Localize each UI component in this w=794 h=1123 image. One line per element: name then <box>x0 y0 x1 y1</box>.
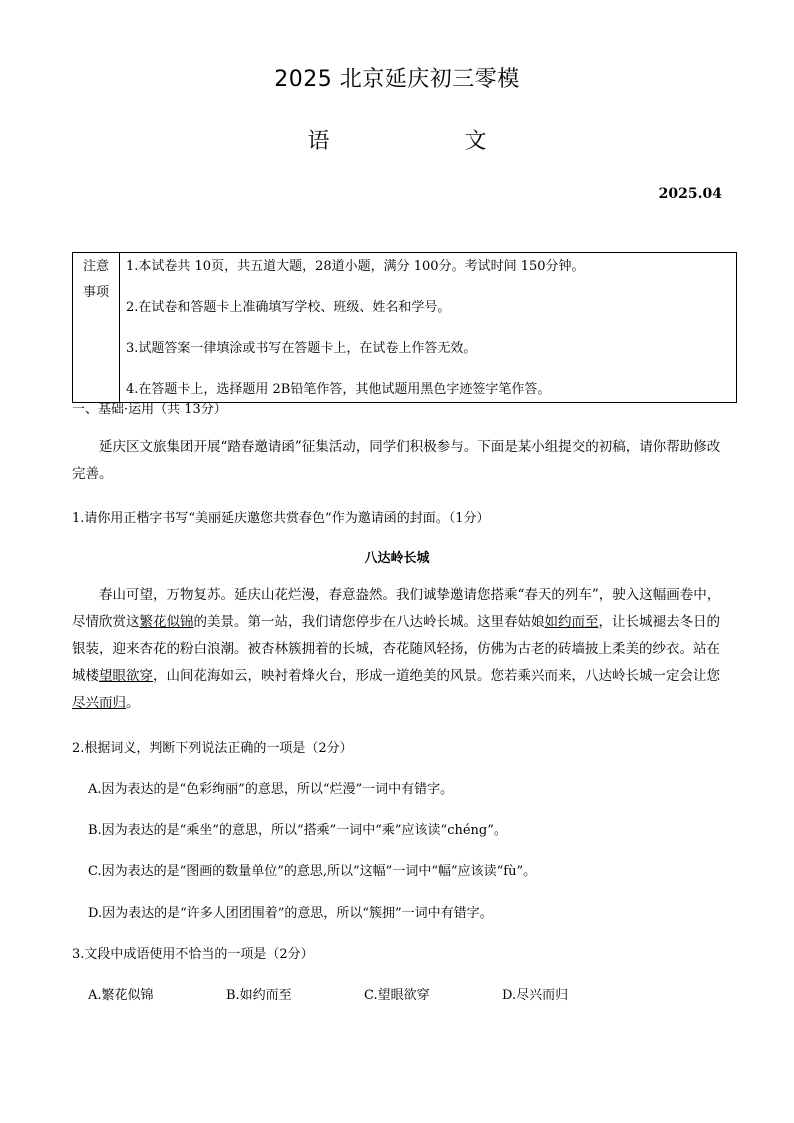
idiom-underlined: 尽兴而归 <box>72 695 126 711</box>
q3-option-d: D.尽兴而归 <box>502 988 569 1003</box>
q3-option-a: A.繁花似锦 <box>88 988 154 1003</box>
q3-options <box>88 984 648 1003</box>
passage-text: 。 <box>126 695 140 711</box>
passage-title: 八达岭长城 <box>364 551 430 566</box>
notice-item: 4.在答题卡上，选择题用 2B铅笔作答，其他试题用黑色字迹签字笔作答。 <box>126 382 551 397</box>
notice-table <box>72 252 737 403</box>
q3-option-c: C.望眼欲穿 <box>364 988 430 1003</box>
q2-option-b: B.因为表达的是“乘坐”的意思，所以“搭乘”一词中“乘”应该读“chéng”。 <box>88 823 507 838</box>
passage-text: ，山间花海如云，映衬着烽火台，形成一道绝美的风景。您若乘兴而来，八达岭长城一定会让您 <box>153 668 720 684</box>
passage-text: 的美景。第一站，我们请您停步在八达岭长城。这里春姑娘 <box>193 614 545 630</box>
notice-item: 1.本试卷共 10页，共五道大题，28道小题，满分 100分。考试时间 150分钟。 <box>126 259 585 274</box>
notice-label-line2: 事项 <box>82 285 109 300</box>
idiom-underlined: 望眼欲穿 <box>99 668 153 684</box>
q2-option-c: C.因为表达的是“图画的数量单位”的意思,所以“这幅”一词中“幅”应该读“fù”。 <box>88 864 537 879</box>
passage-text: 春山可望，万物复苏。延庆山花烂漫，春意盎然。我们诚挚邀请您搭乘“春天的列车”，驶入这幅画卷中，尽情欣赏这 <box>72 587 721 630</box>
exam-date: 2025.04 <box>658 186 722 202</box>
section-heading: 一、基础·运用（共 13分） <box>72 402 227 417</box>
notice-item: 3.试题答案一律填涂或书写在答题卡上，在试卷上作答无效。 <box>126 341 477 356</box>
passage-text: ，让长城褪去冬日的银装，迎来杏花的粉白浪潮。被杏林簇拥着的长城，杏花随风轻扬，仿佛为古老的砖墙披上柔美的纱衣。站在城楼 <box>72 614 720 684</box>
notice-items <box>120 253 737 403</box>
idiom-underlined: 如约而至 <box>544 614 599 630</box>
document-title: 2025 北京延庆初三零模 <box>274 67 520 92</box>
idiom-underlined: 繁花似锦 <box>139 614 194 630</box>
q3-option-b: B.如约而至 <box>226 988 292 1003</box>
notice-label-line1: 注意 <box>82 259 109 274</box>
question-1: 1.请你用正楷字书写“美丽延庆邀您共赏春色”作为邀请函的封面。（1分） <box>72 511 490 526</box>
section-intro: 延庆区文旅集团开展“踏春邀请函”征集活动，同学们积极参与。下面是某小组提交的初稿，请你帮助修改完善。 <box>72 439 721 482</box>
question-3: 3.文段中成语使用不恰当的一项是（2分） <box>72 947 314 962</box>
passage-body <box>72 582 722 717</box>
notice-item: 2.在试卷和答题卡上准确填写学校、班级、姓名和学号。 <box>126 300 451 315</box>
q2-option-a: A.因为表达的是“色彩绚丽”的意思，所以“烂漫”一词中有错字。 <box>88 782 454 797</box>
notice-label <box>73 253 120 403</box>
q2-option-d: D.因为表达的是“许多人团团围着”的意思，所以“簇拥”一词中有错字。 <box>88 906 493 921</box>
subject-title: 语 文 <box>307 129 531 154</box>
question-2: 2.根据词义，判断下列说法正确的一项是（2分） <box>72 741 353 756</box>
